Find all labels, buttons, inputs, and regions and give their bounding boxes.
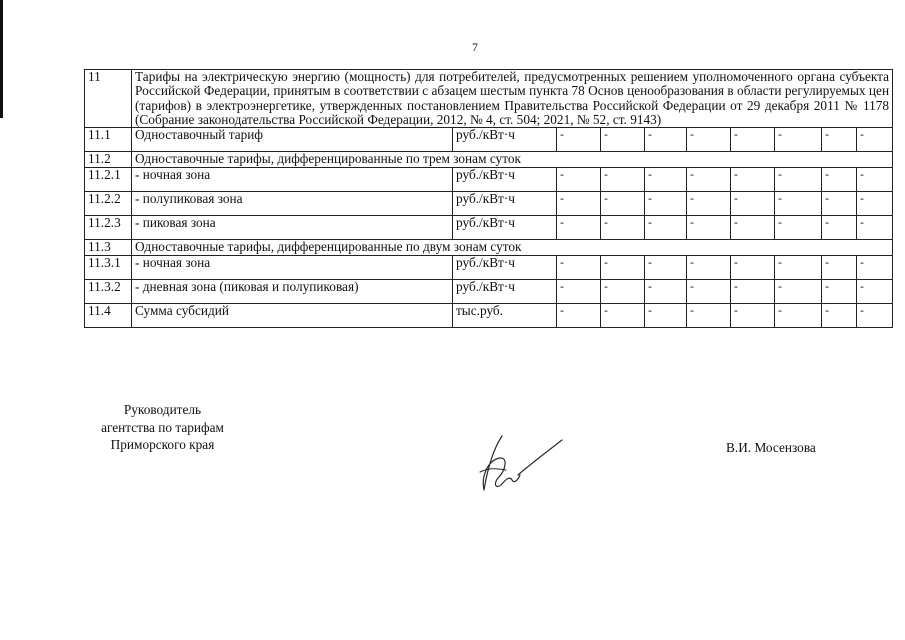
value-cell: - xyxy=(822,128,857,152)
row-description: - ночная зона xyxy=(132,256,453,280)
value-cell: - xyxy=(557,168,601,192)
row-unit: руб./кВт·ч xyxy=(453,216,557,240)
table-row xyxy=(85,70,893,128)
value-cell: - xyxy=(857,304,893,328)
tariff-table xyxy=(84,69,893,328)
signatory-title-line: Руководитель xyxy=(123,402,202,417)
row-description: - пиковая зона xyxy=(132,216,453,240)
value-cell: - xyxy=(775,192,822,216)
value-cell: - xyxy=(687,256,731,280)
value-cell: - xyxy=(557,128,601,152)
value-cell: - xyxy=(645,256,687,280)
value-cell: - xyxy=(601,216,645,240)
value-cell: - xyxy=(731,192,775,216)
table-row xyxy=(85,152,893,168)
row-unit: руб./кВт·ч xyxy=(453,256,557,280)
value-cell: - xyxy=(857,280,893,304)
value-cell: - xyxy=(857,216,893,240)
table-row xyxy=(85,168,893,192)
value-cell: - xyxy=(601,280,645,304)
table-row xyxy=(85,216,893,240)
value-cell: - xyxy=(822,168,857,192)
table-row xyxy=(85,192,893,216)
value-cell: - xyxy=(645,280,687,304)
value-cell: - xyxy=(822,256,857,280)
value-cell: - xyxy=(645,168,687,192)
value-cell: - xyxy=(601,168,645,192)
row-number: 11.3.2 xyxy=(85,280,132,304)
row-unit: руб./кВт·ч xyxy=(453,192,557,216)
value-cell: - xyxy=(557,256,601,280)
value-cell: - xyxy=(857,128,893,152)
row-description: - ночная зона xyxy=(132,168,453,192)
signatory-title-line: Приморского края xyxy=(110,437,215,453)
value-cell: - xyxy=(857,256,893,280)
row-description: - полупиковая зона xyxy=(132,192,453,216)
value-cell: - xyxy=(731,256,775,280)
row-number: 11.2.1 xyxy=(85,168,132,192)
value-cell: - xyxy=(731,280,775,304)
row-description: Тарифы на электрическую энергию (мощность) для потребителей, предусмотренных решением уполномоченного органа субъекта Российской Федерации, принятым в соответствии с абзацем шестым пункта 78 Основ ценообразования в области регулируемых цен (тарифов) в электроэнергетике, утвержденных постановлением Правительства Российской Федерации от 29 декабря 2011 № 1178 (Собрание законодательства Российской Федерации, 2012, № 4, ст. 504; 2021, № 52, ст. 9143) xyxy=(132,70,893,128)
value-cell: - xyxy=(731,168,775,192)
table-row xyxy=(85,256,893,280)
row-description: Одноставочный тариф xyxy=(132,128,453,152)
value-cell: - xyxy=(645,304,687,328)
row-number: 11.2.2 xyxy=(85,192,132,216)
value-cell: - xyxy=(687,192,731,216)
value-cell: - xyxy=(557,192,601,216)
table-row xyxy=(85,240,893,256)
row-number: 11.4 xyxy=(85,304,132,328)
page-number: 7 xyxy=(472,40,478,54)
row-unit: руб./кВт·ч xyxy=(453,280,557,304)
value-cell: - xyxy=(687,304,731,328)
value-cell: - xyxy=(687,168,731,192)
handwritten-signature xyxy=(472,432,564,498)
value-cell: - xyxy=(687,128,731,152)
value-cell: - xyxy=(557,280,601,304)
value-cell: - xyxy=(601,192,645,216)
row-number: 11.2.3 xyxy=(85,216,132,240)
row-description: Одноставочные тарифы, дифференцированные по трем зонам суток xyxy=(132,152,893,168)
value-cell: - xyxy=(775,128,822,152)
row-unit: руб./кВт·ч xyxy=(453,128,557,152)
value-cell: - xyxy=(731,128,775,152)
value-cell: - xyxy=(775,256,822,280)
row-description: - дневная зона (пиковая и полупиковая) xyxy=(132,280,453,304)
row-unit: тыс.руб. xyxy=(453,304,557,328)
row-description: Одноставочные тарифы, дифференцированные по двум зонам суток xyxy=(132,240,893,256)
table-row xyxy=(85,280,893,304)
signatory-title-line: агентства по тарифам xyxy=(101,419,224,435)
left-margin-rule xyxy=(0,0,3,118)
row-number: 11.3.1 xyxy=(85,256,132,280)
row-description: Сумма субсидий xyxy=(132,304,453,328)
signatory-title xyxy=(90,401,235,454)
table-row xyxy=(85,128,893,152)
row-number: 11 xyxy=(85,70,132,128)
value-cell: - xyxy=(822,216,857,240)
value-cell: - xyxy=(775,280,822,304)
value-cell: - xyxy=(601,128,645,152)
value-cell: - xyxy=(645,192,687,216)
row-unit: руб./кВт·ч xyxy=(453,168,557,192)
table-row xyxy=(85,304,893,328)
value-cell: - xyxy=(645,128,687,152)
value-cell: - xyxy=(822,304,857,328)
row-number: 11.3 xyxy=(85,240,132,256)
row-number: 11.1 xyxy=(85,128,132,152)
signer-name: В.И. Мосензова xyxy=(726,440,816,455)
value-cell: - xyxy=(557,216,601,240)
value-cell: - xyxy=(822,280,857,304)
row-number: 11.2 xyxy=(85,152,132,168)
value-cell: - xyxy=(857,192,893,216)
value-cell: - xyxy=(822,192,857,216)
value-cell: - xyxy=(601,256,645,280)
value-cell: - xyxy=(645,216,687,240)
value-cell: - xyxy=(687,216,731,240)
value-cell: - xyxy=(775,216,822,240)
value-cell: - xyxy=(601,304,645,328)
value-cell: - xyxy=(775,168,822,192)
value-cell: - xyxy=(687,280,731,304)
value-cell: - xyxy=(557,304,601,328)
value-cell: - xyxy=(775,304,822,328)
value-cell: - xyxy=(857,168,893,192)
value-cell: - xyxy=(731,216,775,240)
value-cell: - xyxy=(731,304,775,328)
